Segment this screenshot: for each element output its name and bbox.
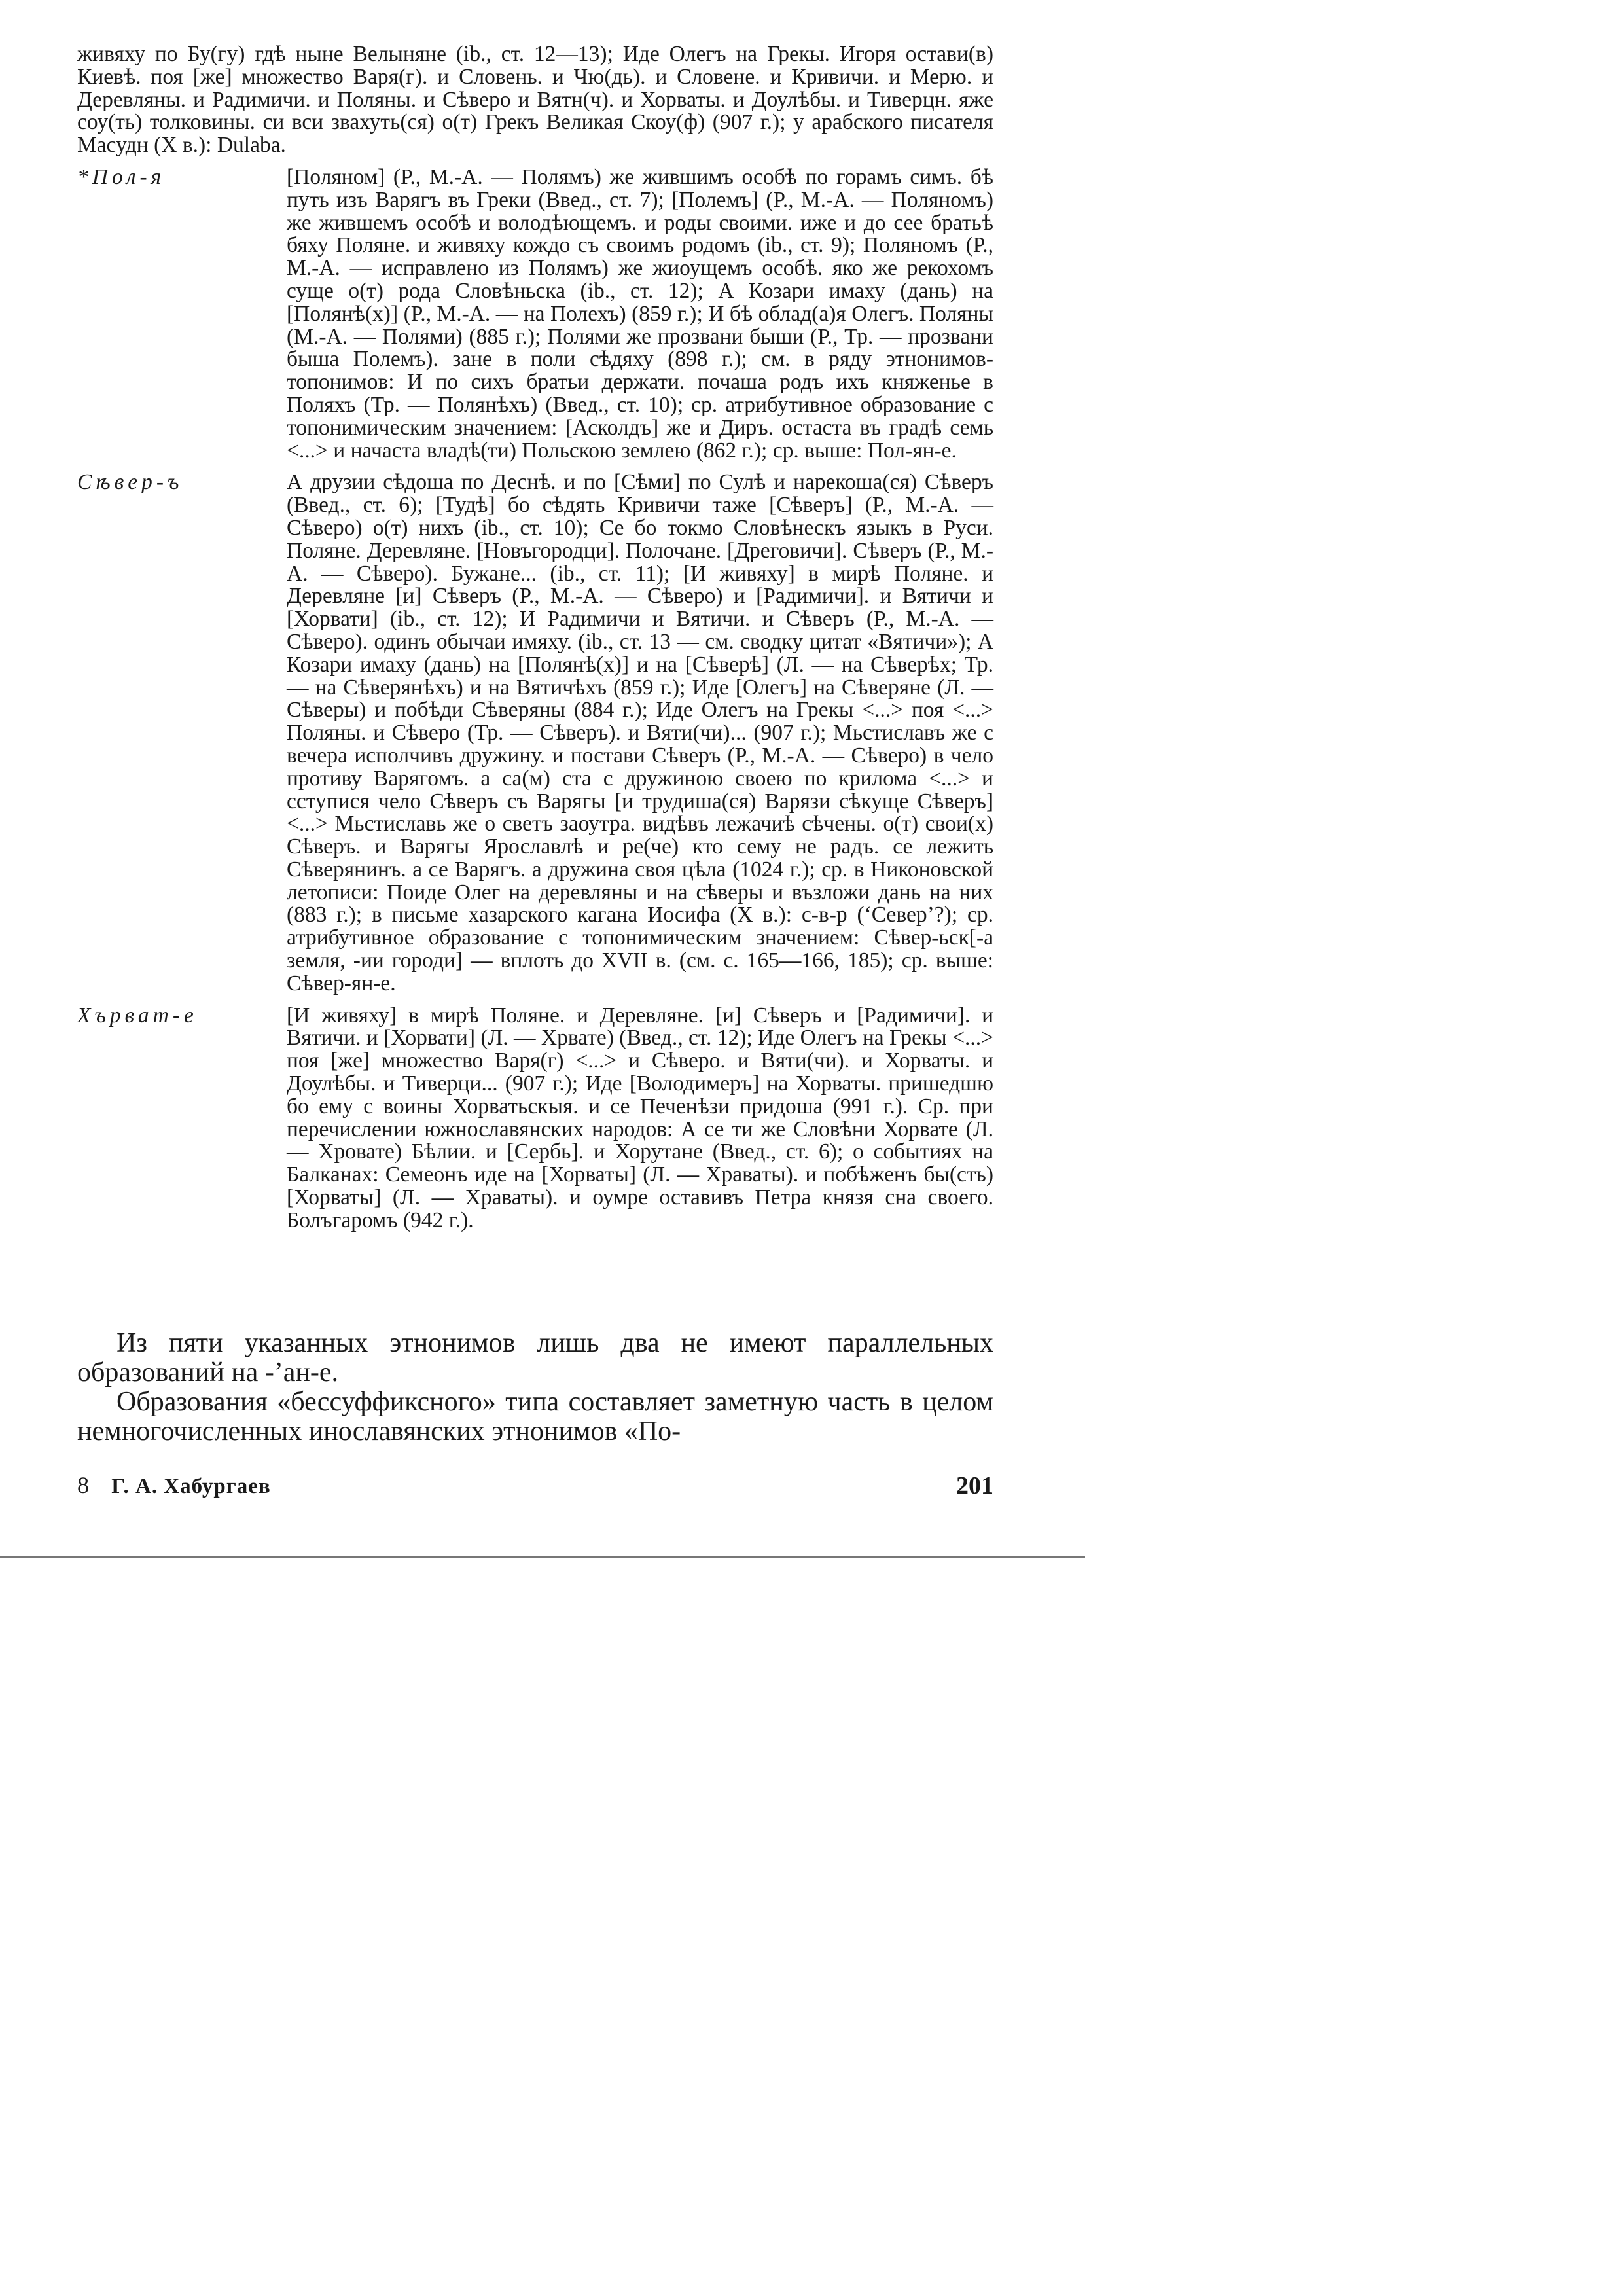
body-paragraph: Из пяти указанных этнонимов лишь два не имеют параллельных образований на -’ан-е. — [77, 1328, 993, 1388]
entry-lemma: Хърват-е — [77, 1003, 198, 1028]
entry-sever — [77, 471, 993, 995]
entry-continuation — [77, 43, 993, 157]
page-footer — [77, 1471, 993, 1498]
footer-left — [77, 1471, 271, 1499]
entry-text: [Поляном] (Р., М.-А. — Полямъ) же жившимъ особѣ по горамъ симъ. бѣ путь изъ Варягъ въ Греки (Введ., ст. 7); [Полемъ] (Р., М.-А. — Поляномъ) же жившемъ особѣ и володѣющемъ. и роды своими. иже и до сее братьѣ бяху Поляне. и живяху кождо съ своимъ родомъ (ib., ст. 9); Поляномъ (Р., М.-А. — исправлено из Полямъ) же жиоущемъ особѣ. яко же рекохомъ суще о(т) рода Словѣньска (ib., ст. 12); А Козари имаху (дань) на [Полянѣ(х)] (Р., М.-А. — на Полехъ) (859 г.); И бѣ облад(а)я Олегъ. Поляны (М.-А. — Полями) (885 г.); Полями же прозвани быши (Р., Тр. — прозвани быша Полемъ). зане в поли сѣдяху (898 г.); см. в ряду этнонимов-топонимов: И по сихъ братьи держати. почаша родъ ихъ княженье в Поляхъ (Тр. — Полянѣхъ) (Введ., ст. 10); ср. атрибутивное образование с топонимическим значением: [Асколдъ] же и Диръ. остаста въ градѣ семь <...> и начаста владѣ(ти) Польскою землею (862 г.); ср. выше: Пол-ян-е. — [287, 164, 993, 463]
entry-lemma: Сѣвер-ъ — [77, 470, 183, 495]
entry-hrvate — [77, 1005, 993, 1232]
signature-number: 8 — [77, 1472, 89, 1498]
body-text — [77, 1329, 993, 1446]
page-number: 201 — [956, 1472, 993, 1499]
scan-edge-rule — [0, 1556, 1085, 1558]
entry-text: [И живяху] в мирѣ Поляне. и Деревляне. [и] Сѣверъ и [Радимичи]. и Вятичи. и [Хорвати] (Л. — Хрвате) (Введ., ст. 12); Иде Олегъ на Грекы <...> поя [же] множество Варя(г) <...> и Сѣверо. и Вяти(чи). и Хорваты. и Доулѣбы. и Тиверци... (907 г.); Иде [Володимеръ] на Хорваты. пришедшю бо ему с воины Хорватьскыя. и се Печенѣзи придоша (991 г.). Ср. при перечислении южнославянских народов: А се ти же Словѣни Хорвате (Л. — Хровате) Бѣлии. и [Сербь]. и Хорутане (Введ., ст. 6); о событиях на Балканах: Семеонъ иде на [Хорваты] (Л. — Храваты). и побѣженъ бы(сть) [Хорваты] (Л. — Храваты). и оумре оставивъ Петра князя сна своего. Болъгаромъ (942 г.). — [287, 1003, 993, 1232]
body-paragraph: Образования «бессуффиксного» типа составляет заметную часть в целом немногочисленных инославянских этнонимов «По- — [77, 1387, 993, 1446]
entry-text: живяху по Бу(гу) гдѣ ныне Велыняне (ib., ст. 12—13); Иде Олегъ на Грекы. Игоря остави(в) Киевѣ. поя [же] множество Варя(г). и Словень. и Чю(дь). и Словене. и Кривичи. и Мерю. и Деревляны. и Радимичи. и Поляны. и Сѣверо и Вятн(ч). и Хорваты. и Доулѣбы. и Тиверцн. яже соу(ть) толковины. си вси звахуть(ся) о(т) Грекъ Великая Скоу(ф) (907 г.); у арабского писателя Масудн (X в.): Dulaba. — [77, 42, 993, 158]
author-name: Г. А. Хабургаев — [111, 1475, 271, 1498]
dictionary-entries — [77, 43, 993, 1232]
entry-polya — [77, 166, 993, 462]
entry-lemma: *Пол-я — [77, 164, 166, 189]
entry-text: А друзии сѣдоша по Деснѣ. и по [Сѣми] по Сулѣ и нарекоша(ся) Сѣверъ (Введ., ст. 6); [Тудѣ] бо сѣдять Кривичи таже [Сѣверъ] (Р., М.-А. — Сѣверо) о(т) нихъ (ib., ст. 10); Се бо токмо Словѣнескъ языкъ в Руси. Поляне. Деревляне. [Новъгородци]. Полочане. [Дреговичи]. Сѣверъ (Р., М.-А. — Сѣверо). Бужане... (ib., ст. 11); [И живяху] в мирѣ Поляне. и Деревляне [и] Сѣверъ (Р., М.-А. — Сѣверо) и [Радимичи]. и Вятичи и [Хорвати] (ib., ст. 12); И Радимичи и Вятичи. и Сѣверъ (Р., М.-А. — Сѣверо). одинъ обычаи имяху. (ib., ст. 13 — см. сводку цитат «Вятичи»); А Козари имаху (дань) на [Полянѣ(х)] и на [Сѣверѣ] (Л. — на Сѣверѣх; Тр. — на Сѣверянѣхъ) и на Вятичѣхъ (859 г.); Иде [Олегъ] на Сѣверяне (Л. — Сѣверы) и побѣди Сѣверяны (884 г.); Иде Олегъ на Грекы <...> поя <...> Поляны. и Сѣверо (Тр. — Сѣверъ). и Вяти(чи)... (907 г.); Мьстиславъ же с вечера исполчивъ дружину. и постави Сѣверъ (Р., М.-А. — Сѣверо) в чело противу Варягомъ. а са(м) ста с дружиною своею по крилома <...> и сступися чело Сѣверъ съ Варягы [и трудиша(ся) Варязи сѣкуще Сѣверъ] <...> Мьстиславь же о светъ заоутра. видѣвъ лежачиѣ сѣчены. о(т) свои(х) Сѣверъ. и Варягы Ярославлѣ и ре(че) кто сему не радъ. се лежить Сѣверянинъ. а се Варягъ. а дружина своя цѣла (1024 г.); ср. в Никоновской летописи: Поиде Олег на деревляны и на сѣверы и възложи дань на них (883 г.); в письме хазарского кагана Иосифа (X в.): с-в-р (‘Север’?); ср. атрибутивное образование с топонимическим значением: Сѣвер-ьск[-а земля, -ии городи] — вплоть до XVII в. (см. с. 165—166, 185); ср. выше: Сѣвер-ян-е. — [287, 470, 993, 996]
